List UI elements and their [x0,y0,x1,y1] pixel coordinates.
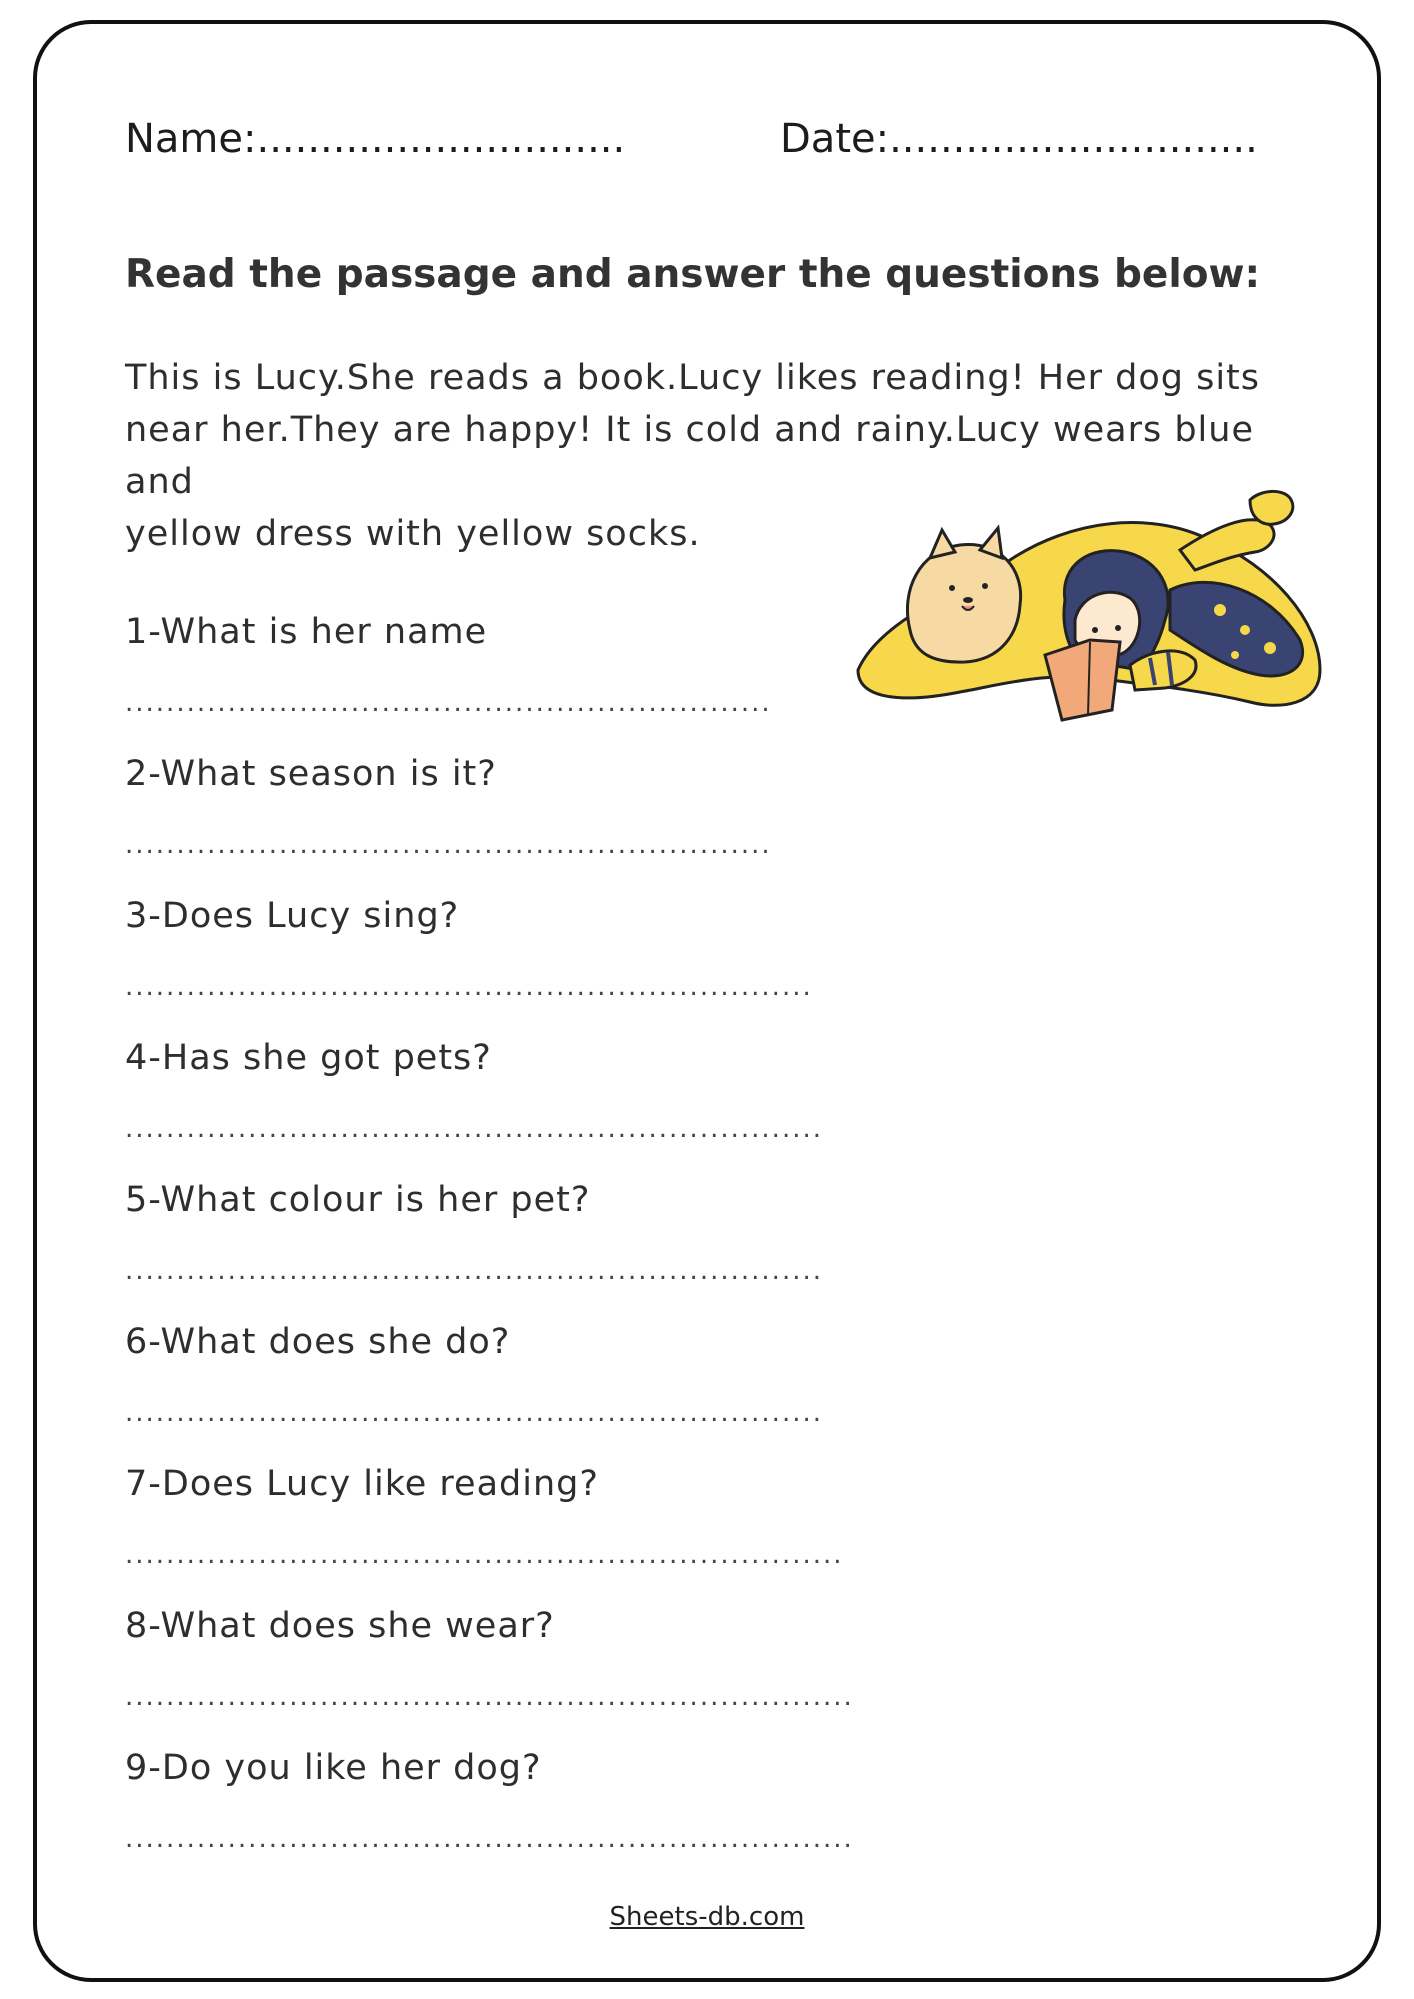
question-3 [125,896,1025,1002]
question-text: 1-What is her name [125,612,488,652]
answer-line[interactable]: ............................................................... [125,688,772,718]
answer-line[interactable]: ............................................................... [125,830,772,860]
passage-line: This is Lucy.She reads a book.Lucy likes reading! Her dog sits [125,358,1261,398]
instructions-heading: Read the passage and answer the questions below: [125,252,1261,297]
question-text: 6-What does she do? [125,1322,511,1362]
question-1 [125,612,1025,718]
date-label: Date:............................. [780,116,1258,162]
question-text: 2-What season is it? [125,754,497,794]
answer-line[interactable]: .................................................................... [125,1114,823,1144]
question-2 [125,754,1025,860]
question-4 [125,1038,1025,1144]
question-7 [125,1464,1025,1570]
answer-line[interactable]: ................................................................... [125,972,813,1002]
footer [0,1902,1414,1932]
question-text: 5-What colour is her pet? [125,1180,591,1220]
answer-line[interactable]: ...................................................................... [125,1540,844,1570]
answer-line[interactable]: .................................................................... [125,1398,823,1428]
question-5 [125,1180,1025,1286]
answer-line[interactable]: ....................................................................... [125,1824,854,1854]
name-label: Name:............................. [125,116,626,162]
question-text: 8-What does she wear? [125,1606,555,1646]
answer-line[interactable]: .................................................................... [125,1256,823,1286]
question-text: 9-Do you like her dog? [125,1748,542,1788]
question-9 [125,1748,1025,1854]
source-link[interactable]: Sheets-db.com [609,1902,805,1932]
question-text: 4-Has she got pets? [125,1038,492,1078]
passage-line: yellow dress with yellow socks. [125,514,701,554]
passage-line: near her.They are happy! It is cold and rainy.Lucy wears blue and [125,410,1254,502]
question-text: 3-Does Lucy sing? [125,896,460,936]
answer-line[interactable]: ....................................................................... [125,1682,854,1712]
question-8 [125,1606,1025,1712]
question-6 [125,1322,1025,1428]
question-text: 7-Does Lucy like reading? [125,1464,599,1504]
